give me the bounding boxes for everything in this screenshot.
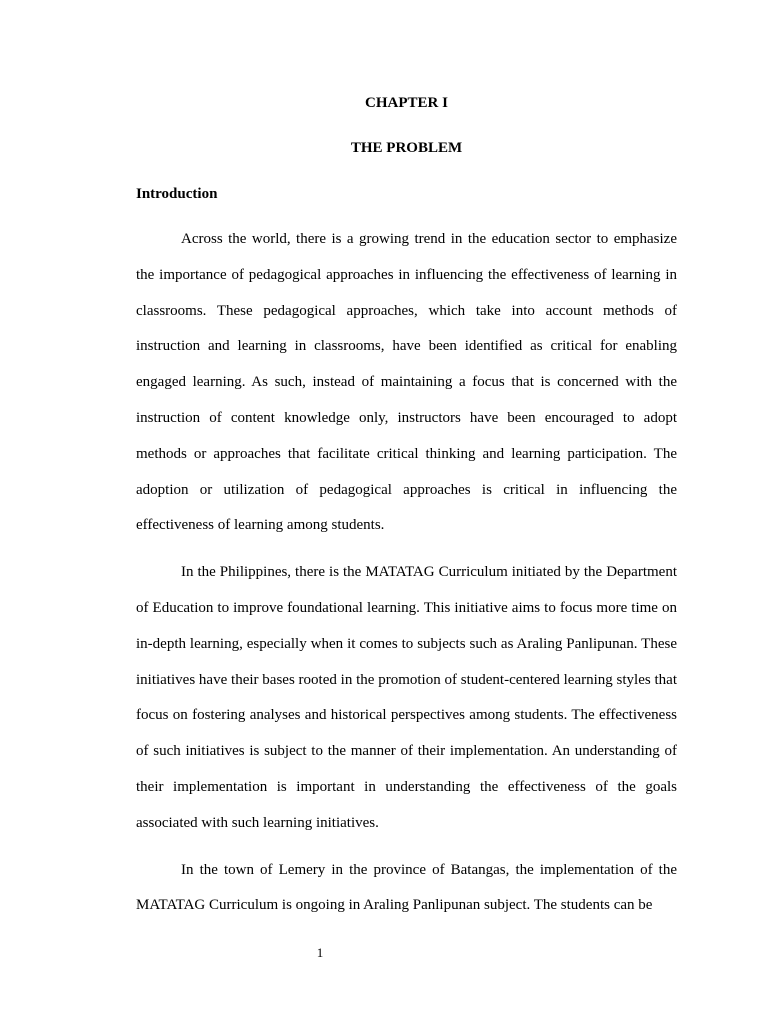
paragraph-2: In the Philippines, there is the MATATAG Curriculum initiated by the Department of Education to improve foundational learning. This initiative aims to focus more time on in-depth learning, especially when it comes to subjects such as Araling Panlipunan. These initiatives have their bases rooted in the promotion of student-centered learning styles that focus on fostering analyses and historical perspectives among students. The effectiveness of such initiatives is subject to the manner of their implementation. An understanding of their implementation is important in understanding the effectiveness of the goals associated with such learning initiatives. [136, 564, 677, 831]
section-heading: Introduction [136, 186, 218, 202]
body-text [136, 222, 677, 935]
paragraph-3: In the town of Lemery in the province of Batangas, the implementation of the MATATAG Curriculum is ongoing in Araling Panlipunan subject. The students can be [136, 861, 677, 914]
page-number: 1 [316, 945, 324, 960]
chapter-title: THE PROBLEM [350, 140, 463, 156]
paragraph-1: Across the world, there is a growing trend in the education sector to emphasize the importance of pedagogical approaches in influencing the effectiveness of learning in classrooms. These pedagogical approaches, which take into account methods of instruction and learning in classrooms, have been identified as critical for enabling engaged learning. As such, instead of maintaining a focus that is concerned with the instruction of content knowledge only, instructors have been encouraged to adopt methods or approaches that facilitate critical thinking and learning participation. The adoption or utilization of pedagogical approaches is critical in influencing the effectiveness of learning among students. [136, 231, 677, 534]
chapter-label: CHAPTER I [365, 95, 448, 111]
